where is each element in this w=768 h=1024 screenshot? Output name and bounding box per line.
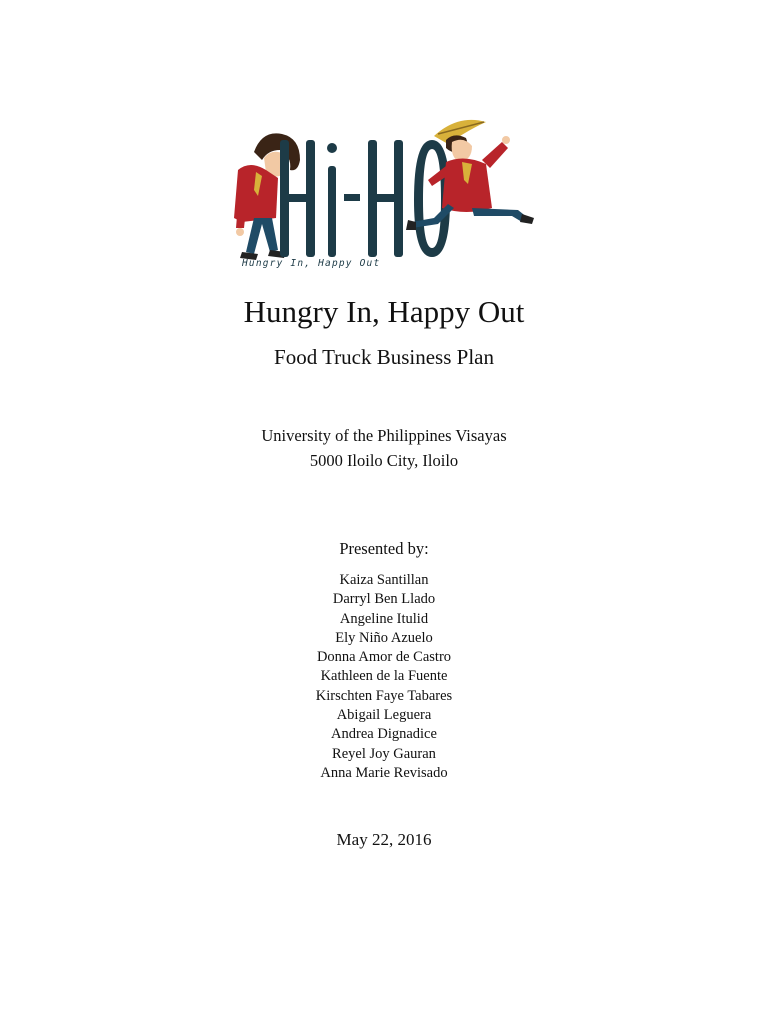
presenter-name: Reyel Joy Gauran — [332, 745, 436, 762]
document-title: Hungry In, Happy Out — [243, 294, 525, 329]
presenter-name: Darryl Ben Llado — [332, 591, 436, 608]
institution-name: University of the Philippines Visayas — [261, 426, 507, 445]
logo-tagline: Hungry In, Happy Out — [242, 258, 381, 269]
hiho-logo-illustration — [232, 100, 537, 275]
hiho-logo — [232, 100, 537, 275]
presenter-name: Anna Marie Revisado — [320, 764, 448, 781]
presenter-name: Angeline Itulid — [339, 610, 429, 627]
presenter-list — [0, 571, 768, 783]
presenter-name: Kathleen de la Fuente — [320, 668, 448, 685]
running-woman-figure — [406, 120, 534, 230]
presenter-name: Donna Amor de Castro — [316, 649, 452, 666]
presenter-name: Abigail Leguera — [336, 707, 432, 724]
document-date: May 22, 2016 — [336, 830, 432, 849]
presenter-name: Ely Niño Azuelo — [335, 629, 433, 646]
hiho-wordmark — [280, 140, 450, 257]
presenter-name: Kirschten Faye Tabares — [315, 687, 453, 704]
presenter-name: Andrea Dignadice — [331, 726, 437, 743]
presented-by-label: Presented by: — [339, 539, 429, 558]
institution-address: 5000 Iloilo City, Iloilo — [309, 451, 459, 470]
document-subtitle: Food Truck Business Plan — [274, 345, 494, 369]
presenter-name: Kaiza Santillan — [339, 572, 429, 588]
